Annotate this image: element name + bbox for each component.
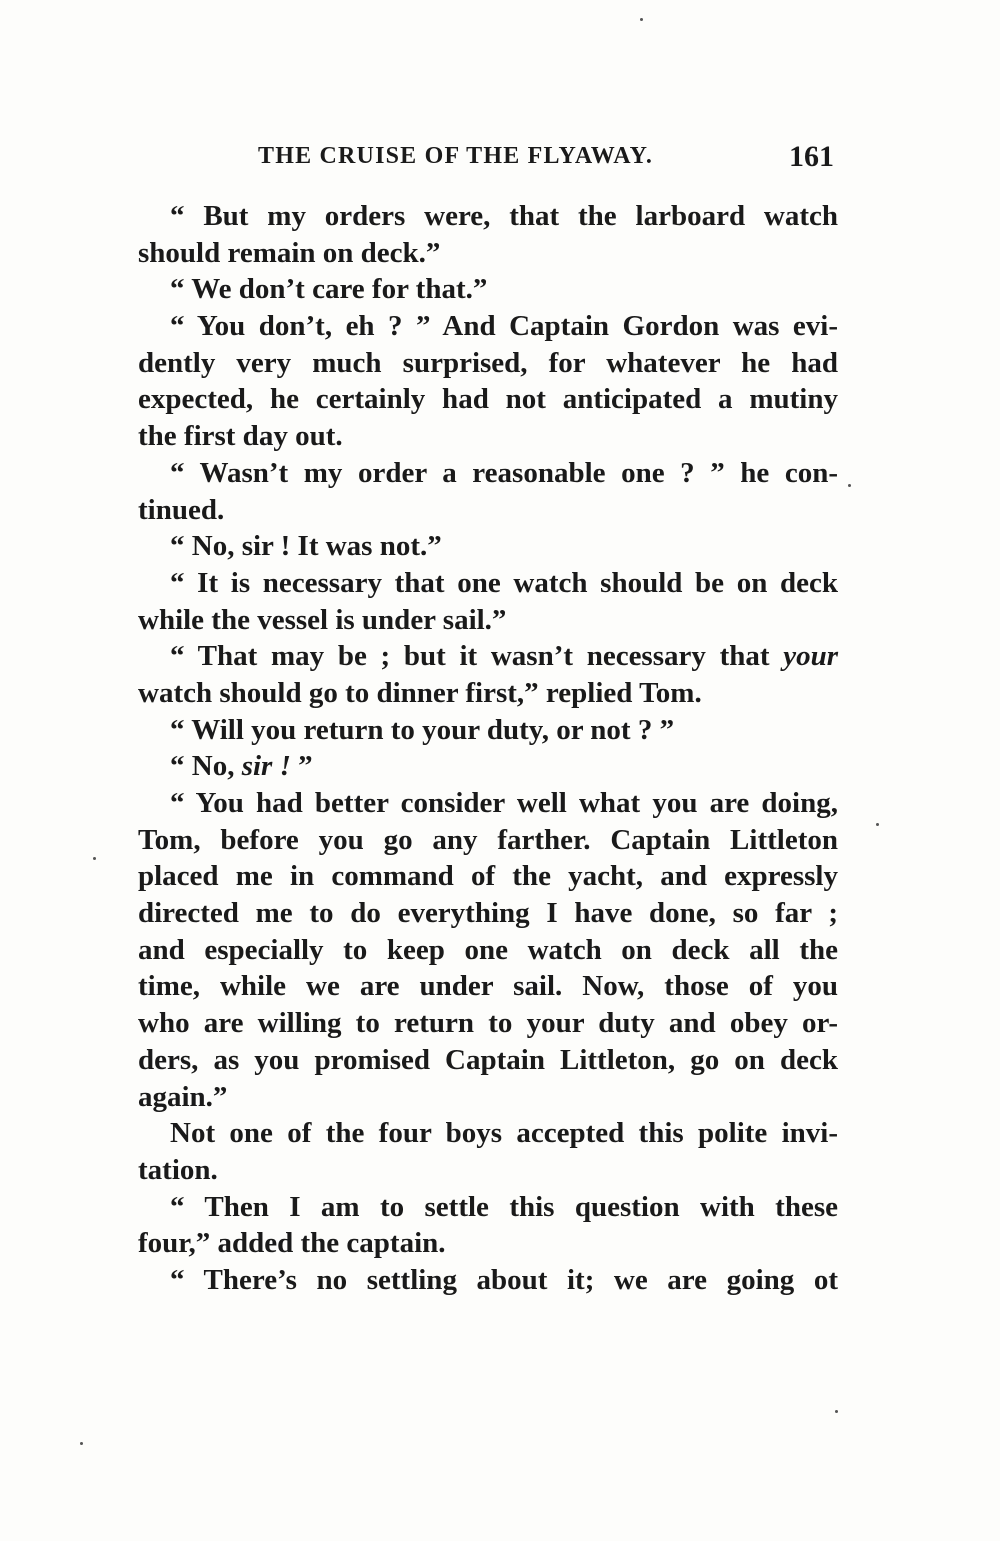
text-line: watch should go to dinner first,” replied Tom. [138, 676, 702, 709]
text-line: “ That may be ; but it wasn’t necessary that your [170, 640, 838, 673]
emphasis: your [783, 640, 838, 673]
text-line: ders, as you promised Captain Littleton, go on deck [138, 1043, 838, 1076]
text-line: Not one of the four boys accepted this polite invi- [170, 1117, 838, 1150]
text-line: four,” added the captain. [138, 1227, 446, 1260]
text-line: tation. [138, 1153, 218, 1186]
text-line: tinued. [138, 493, 225, 526]
text-line: should remain on deck.” [138, 236, 441, 269]
text-line: who are willing to return to your duty and obey or- [138, 1007, 838, 1040]
text-line: the first day out. [138, 420, 343, 453]
page-number: 161 [789, 140, 834, 173]
text-line: “ No, sir ! It was not.” [170, 530, 442, 563]
text-line: “ Then I am to settle this question with these [170, 1190, 838, 1223]
scan-speck [848, 484, 851, 487]
text-line: and especially to keep one watch on deck all the [138, 933, 838, 966]
text-line: “ You had better consider well what you are doing, [170, 787, 838, 819]
text-line: “ It is necessary that one watch should be on deck [170, 566, 838, 599]
text-line: “ Wasn’t my order a reasonable one ? ” he con- [170, 456, 838, 489]
text-line: “ There’s no settling about it; we are going ot [170, 1263, 838, 1296]
body-text [138, 198, 838, 1299]
text-line: while the vessel is under sail.” [138, 603, 507, 636]
text-line: dently very much surprised, for whatever he had [138, 346, 838, 379]
emphasis: sir ! [241, 750, 291, 783]
text-line: “ We don’t care for that.” [170, 273, 488, 306]
text-line: “ You don’t, eh ? ” And Captain Gordon was evi- [170, 310, 838, 343]
text-line: time, while we are under sail. Now, those of you [138, 970, 838, 1003]
text-line: Tom, before you go any farther. Captain Littleton [138, 823, 838, 856]
scan-speck [640, 18, 643, 21]
scan-speck [876, 823, 879, 826]
text-line: “ Will you return to your duty, or not ? ” [170, 713, 675, 746]
text-line: expected, he certainly had not anticipated a mutiny [138, 383, 838, 416]
running-title: THE CRUISE OF THE FLYAWAY. [258, 143, 654, 169]
text-line: again.” [138, 1080, 228, 1113]
text-line: “ No, sir ! ” [170, 750, 313, 783]
text-line: placed me in command of the yacht, and expressly [138, 860, 838, 893]
scan-speck [93, 857, 96, 860]
text-line: “ But my orders were, that the larboard watch [170, 200, 838, 232]
scan-speck [835, 1410, 838, 1413]
page-header [258, 140, 834, 183]
scan-speck [80, 1442, 83, 1445]
text-line: directed me to do everything I have done, so far ; [138, 897, 838, 930]
